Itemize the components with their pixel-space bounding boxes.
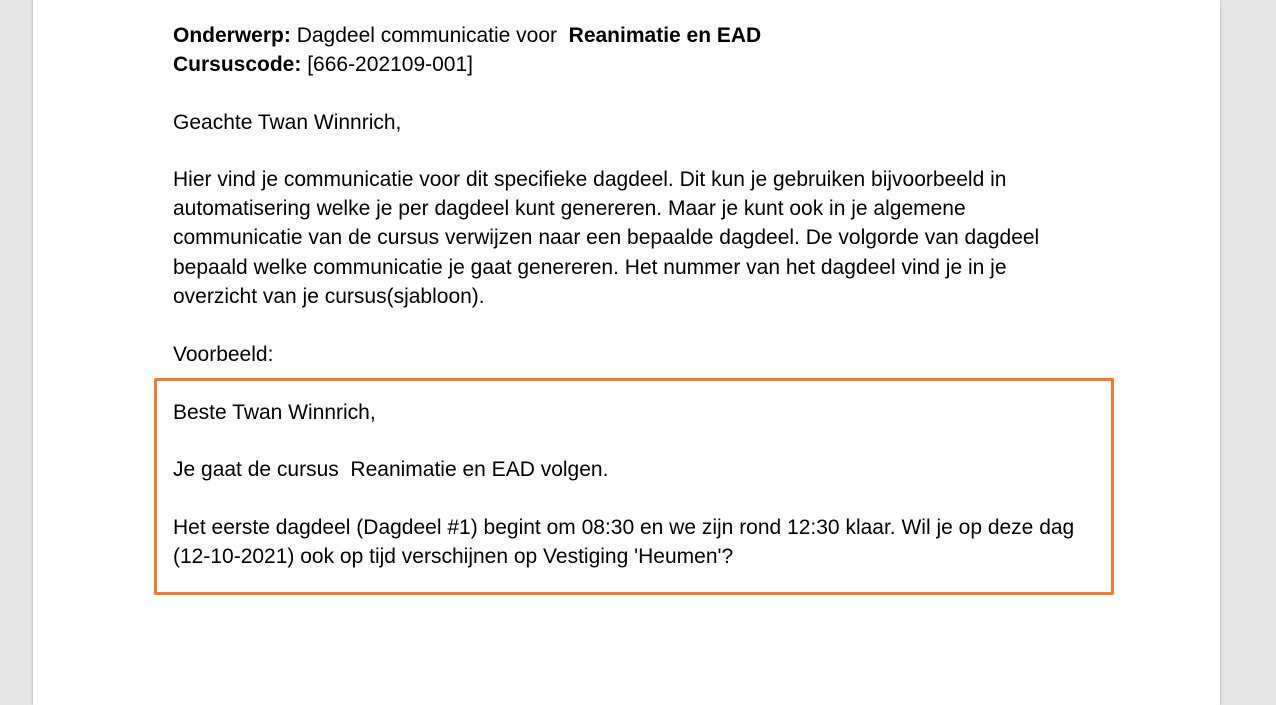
course-code-value: [666-202109-001]: [301, 53, 473, 76]
subject-line: [173, 21, 761, 50]
course-code-line: [173, 50, 473, 79]
document-page: [33, 0, 1220, 705]
example-greeting: Beste Twan Winnrich,: [173, 401, 376, 424]
subject-text: Dagdeel communicatie voor: [290, 24, 563, 47]
course-code-label: Cursuscode:: [173, 53, 302, 76]
example-box: [154, 378, 1114, 595]
example-label: Voorbeeld:: [173, 343, 274, 366]
intro-text: Hier vind je communicatie voor dit specifieke dagdeel. Dit kun je gebruiken bijvoorbeeld in automatisering welke je per dagdeel kunt genereren. Maar je kunt ook in je algemene communicatie van de cursus verwijzen naar een bepaalde dagdeel. De volgorde van dagdeel bepaald welke communicatie je gaat genereren. Het nummer van het dagdeel vind je in je overzicht van je cursus(sjabloon).: [173, 168, 1040, 308]
example-course-line: Je gaat de cursus Reanimatie en EAD volgen.: [173, 458, 609, 481]
subject-course: Reanimatie en EAD: [562, 24, 762, 47]
intro-paragraph: [173, 165, 1083, 311]
example-body: Het eerste dagdeel (Dagdeel #1) begint om 08:30 en we zijn rond 12:30 klaar. Wil je op deze dag (12-10-2021) ook op tijd verschijnen op Vestiging 'Heumen'?: [173, 516, 1075, 569]
greeting: Geachte Twan Winnrich,: [173, 111, 402, 134]
subject-label: Onderwerp:: [173, 24, 291, 47]
